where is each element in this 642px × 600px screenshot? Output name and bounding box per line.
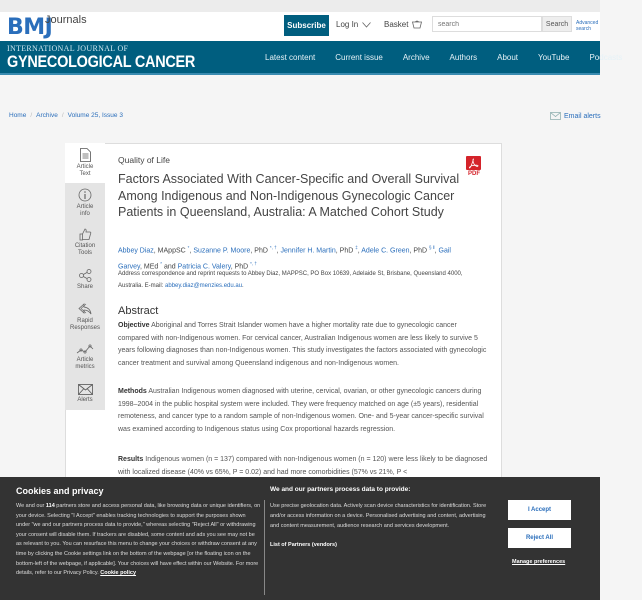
breadcrumb-archive[interactable]: Archive xyxy=(36,112,58,119)
author-degree: , MEd xyxy=(140,263,159,271)
login-menu[interactable] xyxy=(336,20,371,29)
abstract-heading: Abstract xyxy=(118,305,159,317)
author-degree: , MAppSC xyxy=(153,247,186,255)
subscribe-button[interactable]: Subscribe xyxy=(284,15,329,36)
cookie-banner xyxy=(0,477,600,600)
affiliation-marker[interactable]: * xyxy=(187,245,190,250)
sidebar-item-share[interactable] xyxy=(65,269,105,291)
sidebar-label: Article xyxy=(76,357,94,363)
author-degree: , PhD xyxy=(250,247,268,255)
sidebar-label: Responses xyxy=(69,325,101,331)
article-sidebar xyxy=(65,143,105,410)
sidebar-label: Article xyxy=(76,204,94,210)
sidebar-label: Alerts xyxy=(77,397,93,403)
breadcrumb-separator: / xyxy=(30,112,33,119)
basket-link[interactable] xyxy=(384,20,422,29)
abstract-results xyxy=(118,454,488,479)
pdf-download-button[interactable] xyxy=(466,156,482,177)
methods-label: Methods xyxy=(118,388,147,395)
nav-current-issue[interactable]: Current issue xyxy=(335,53,383,62)
sidebar-item-alerts[interactable] xyxy=(65,384,105,404)
sidebar-item-article-info[interactable] xyxy=(65,188,105,218)
affiliation-marker[interactable]: *, † xyxy=(250,261,257,267)
address-text: Address correspondence and reprint requests to Abbey Diaz, MAPPSC, PO Box 10639, Adelaide St, Brisbane, Queensland 4000, Australia. E-mail: xyxy=(118,271,463,289)
author-link[interactable]: Adele C. Green xyxy=(361,247,410,255)
main-nav xyxy=(265,53,642,62)
cookie-purposes-text: Use precise geolocation data. Actively scan device characteristics for identification. Store and/or access information on a device. Personalised advertising and content, advertising and content measurement, audience research and services development. xyxy=(270,503,487,529)
cookie-scrollbar[interactable] xyxy=(264,500,265,595)
author-link[interactable]: Jennifer H. Martin xyxy=(280,247,336,255)
author-link[interactable]: Gail Garvey xyxy=(118,247,451,271)
article-category: Quality of Life xyxy=(118,155,170,165)
pdf-icon xyxy=(466,156,481,170)
author-link[interactable]: Patricia C. Valery xyxy=(177,263,231,271)
login-label: Log In xyxy=(336,20,359,29)
journal-logo-top[interactable]: INTERNATIONAL JOURNAL OF xyxy=(7,44,129,53)
affiliation-marker[interactable]: * xyxy=(160,261,163,267)
sidebar-item-rapid-responses[interactable] xyxy=(65,303,105,332)
metrics-icon xyxy=(76,344,94,355)
journal-logo-main[interactable]: GYNECOLOGICAL CANCER xyxy=(7,52,196,71)
sidebar-item-article-text[interactable] xyxy=(65,143,105,183)
bmj-logo[interactable]: BMJ xyxy=(7,15,53,40)
author-link[interactable]: Abbey Diaz xyxy=(118,247,154,255)
chevron-down-icon xyxy=(362,22,371,28)
basket-label: Basket xyxy=(384,20,409,29)
affiliation-marker[interactable]: ‡ xyxy=(355,245,358,250)
breadcrumb-issue[interactable]: Volume 25, Issue 3 xyxy=(67,112,123,119)
info-icon xyxy=(78,188,92,202)
document-icon xyxy=(80,148,91,162)
reject-all-button[interactable]: Reject All xyxy=(508,528,571,548)
envelope-icon xyxy=(550,112,561,120)
pdf-label: PDF xyxy=(468,171,480,177)
cookie-policy-link[interactable]: Cookie policy xyxy=(100,570,137,577)
nav-archive[interactable]: Archive xyxy=(402,53,430,62)
author-link[interactable]: Suzanne P. Moore xyxy=(193,247,251,255)
author-degree: , PhD xyxy=(335,247,354,255)
email-link[interactable]: abbey.diaz@menzies.edu.au xyxy=(165,283,243,289)
sidebar-label: Tools xyxy=(77,250,92,256)
sidebar-label: Article xyxy=(76,164,94,170)
breadcrumb-separator: / xyxy=(61,112,64,119)
envelope-icon xyxy=(78,384,93,395)
objective-text: Aboriginal and Torres Strait Islander women have a higher mortality rate due to gynecologic cancer compared with non-Indigenous women. For cervical cancer, Australian Indigenous women are less likely to survive 5 years following diagnoses than non-Indigenous women. This study investigates the factors associated with gynecologic cancer treatment and survival among Queensland indigenous and non-Indigenous women. xyxy=(118,322,487,367)
affiliation-marker[interactable]: § ‖ xyxy=(428,245,435,250)
reply-icon xyxy=(78,303,92,316)
site-header xyxy=(0,12,600,41)
cookie-text: We and our xyxy=(16,503,46,509)
cookie-text: partners store and access personal data, like browsing data or unique identifiers, on your device. Selecting "I Accept" enables tracking technologies to support the purposes shown under "we and our partners process data to provide," whereas selecting "Reject All" or withdrawing your consent will disable them. If trackers are disabled, some content and ads you see may not be as relevant to you. You can resurface this menu to change your choices or withdraw consent at any time by clicking the Cookie settings link on the bottom of the webpage [or the floating icon on the bottom-left of the webpage, if applicable]. Your choices will have effect within our Website. For more details, refer to our Privacy Policy. xyxy=(16,503,261,577)
sidebar-item-citation-tools[interactable] xyxy=(65,228,105,257)
cookie-description xyxy=(16,502,261,579)
sidebar-label: Share xyxy=(76,284,93,290)
cookie-purposes-title: We and our partners process data to provide: xyxy=(270,486,411,493)
thumbs-up-icon xyxy=(79,228,92,241)
article-title: Factors Associated With Cancer-Specific and Overall Survival Among Indigenous and Non-Indigenous Gynecologic Cancer Patients in Queensland, Australia: A Matched Cohort Study xyxy=(118,172,460,219)
partners-count: 114 xyxy=(45,503,55,509)
search-button[interactable]: Search xyxy=(542,16,572,32)
methods-text: Australian Indigenous women diagnosed with uterine, cervical, ovarian, or other gynecologic cancers during 1998–2004 in the public hospital system were included. They were frequency matched on age (±5 years), residential remoteness, and cancer type to a random sample of non-Indigenous women. One- and 5-year cancer-specific survival was examined according to Indigenous status using Cox proportional hazards regression. xyxy=(118,388,484,433)
email-alerts-link[interactable] xyxy=(550,112,601,120)
accept-button[interactable]: I Accept xyxy=(508,500,571,520)
nav-podcasts[interactable]: Podcasts xyxy=(589,53,623,62)
journals-label[interactable]: Journals xyxy=(45,14,87,26)
advanced-search-link[interactable]: Advanced search xyxy=(576,20,599,32)
sidebar-label: Text xyxy=(79,171,91,177)
email-alerts-label: Email alerts xyxy=(564,112,601,120)
nav-about[interactable]: About xyxy=(497,53,519,62)
sidebar-label: Rapid xyxy=(77,318,93,324)
share-icon xyxy=(79,269,92,282)
cookie-title: Cookies and privacy xyxy=(16,486,104,496)
basket-icon xyxy=(412,21,422,29)
nav-youtube[interactable]: YouTube xyxy=(538,53,570,62)
sidebar-label: metrics xyxy=(75,364,95,370)
sidebar-label: Citation xyxy=(74,243,96,249)
browser-top-strip xyxy=(0,0,600,12)
breadcrumb-home[interactable]: Home xyxy=(9,112,27,119)
abstract-methods xyxy=(118,386,488,436)
search-input[interactable] xyxy=(432,16,542,32)
affiliation-marker[interactable]: *, † xyxy=(269,245,277,250)
sidebar-label: info xyxy=(80,211,90,217)
sidebar-item-article-metrics[interactable] xyxy=(65,344,105,371)
abstract-objective xyxy=(118,320,488,370)
author-list: Abbey Diaz, MAppSC *, Suzanne P. Moore, PhD *, †, Jennifer H. Martin, PhD ‡, Adele C. Green, PhD § ‖, Gail Garvey, MEd * and Patricia C. Valery, PhD *, † xyxy=(118,245,451,271)
results-text: Indigenous women (n = 137) compared with non-Indigenous women (n = 120) were less likely to be diagnosed with localized disease (40% vs 65%, P = 0.02) and had more comorbidities (57% vs 21%, P < xyxy=(118,456,488,476)
objective-label: Objective xyxy=(118,322,150,329)
journal-navbar xyxy=(0,41,623,75)
nav-latest-content[interactable]: Latest content xyxy=(265,53,316,62)
nav-authors[interactable]: Authors xyxy=(449,53,478,62)
manage-preferences-link[interactable]: Manage preferences xyxy=(512,559,566,565)
author-degree: , PhD xyxy=(230,263,249,271)
breadcrumb xyxy=(9,112,123,119)
partners-list-link[interactable]: List of Partners (vendors) xyxy=(270,542,337,548)
correspondence-address: Address correspondence and reprint requests to Abbey Diaz, MAPPSC, PO Box 10639, Adelaide St, Brisbane, Queensland 4000, Australia. E-mail: abbey.diaz@menzies.edu.au. xyxy=(118,271,463,289)
author-degree: , PhD xyxy=(409,247,428,255)
results-label: Results xyxy=(118,456,144,463)
